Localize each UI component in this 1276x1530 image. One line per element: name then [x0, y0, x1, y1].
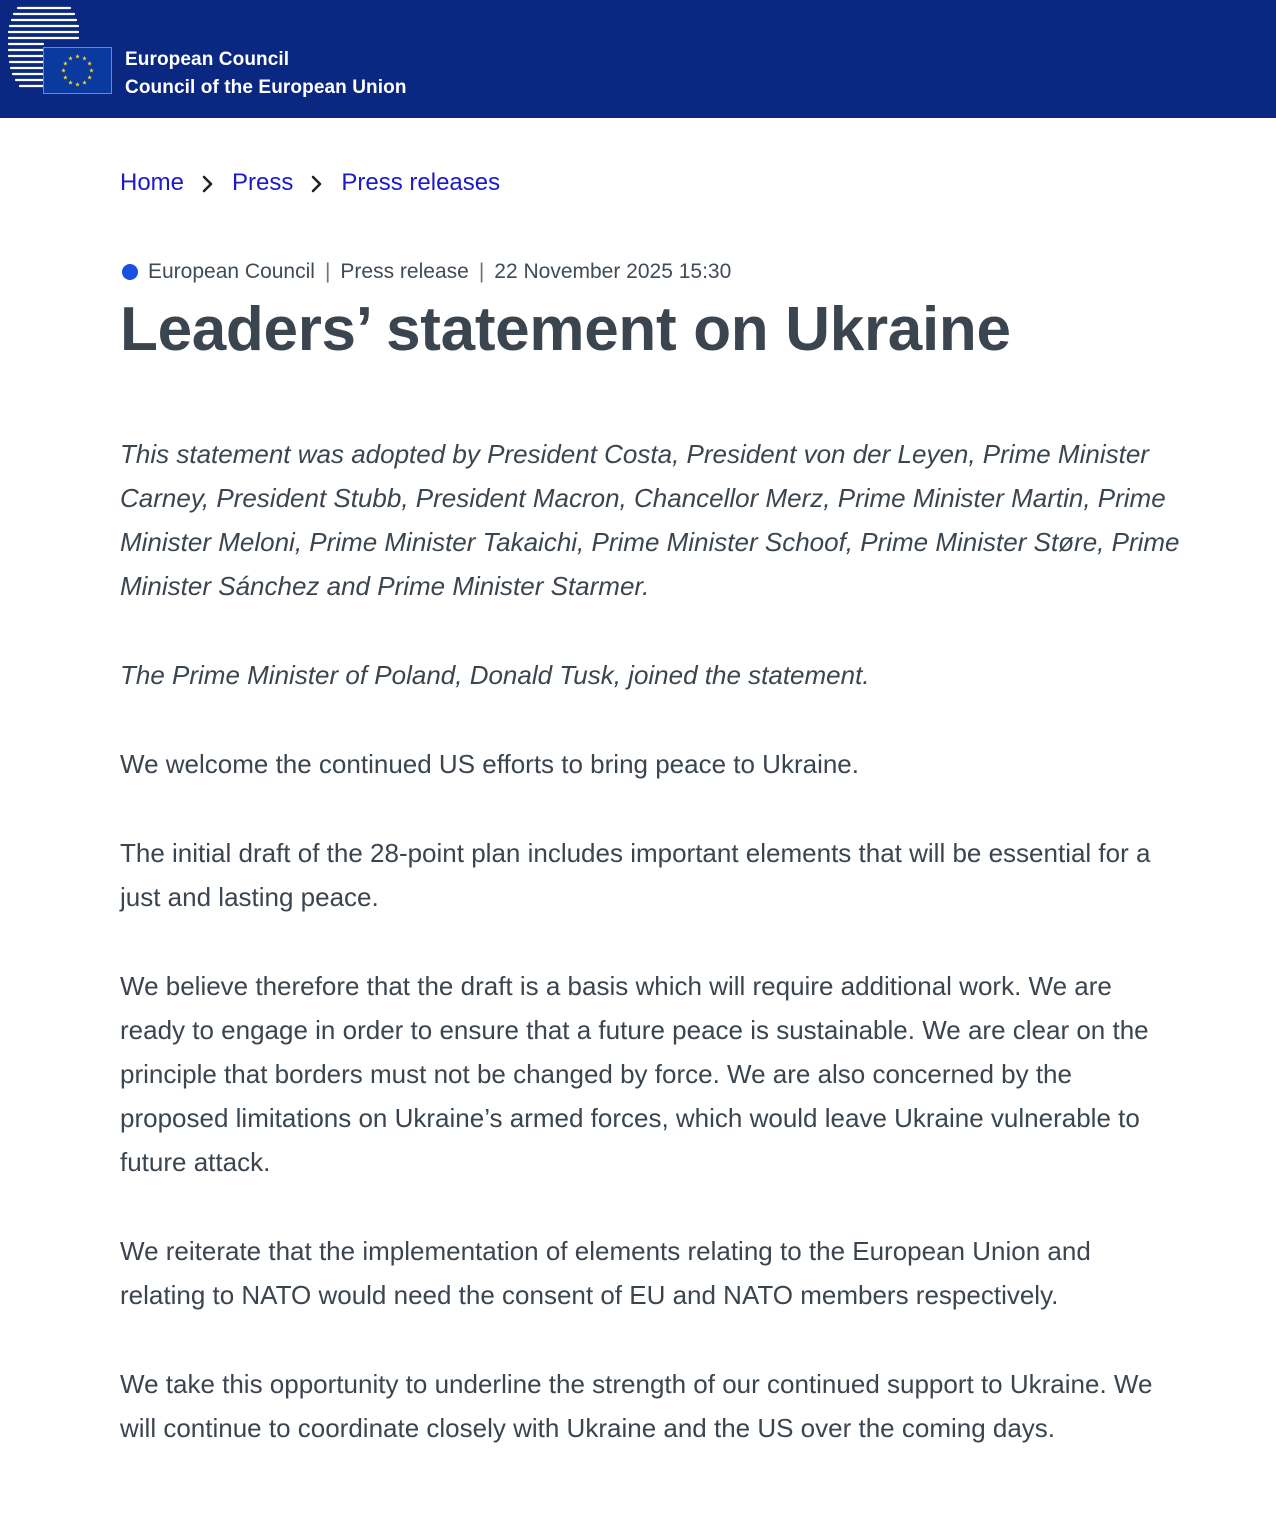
flag-star [87, 75, 92, 79]
meta-datetime: 22 November 2025 15:30 [494, 260, 732, 283]
site-header [0, 0, 1276, 118]
meta-divider: | [324, 260, 331, 283]
breadcrumb-home[interactable]: Home [120, 169, 185, 196]
intro-paragraph: The Prime Minister of Poland, Donald Tusk, joined the statement. [120, 660, 870, 690]
breadcrumb [120, 166, 500, 200]
chevron-right-icon [293, 166, 341, 200]
body-paragraph: We reiterate that the implementation of elements relating to the European Union and relating to NATO would need the consent of EU and NATO members respectively. [120, 1236, 1091, 1310]
flag-star [68, 56, 73, 60]
source-dot-icon [122, 264, 138, 280]
chevron-right-icon [184, 166, 232, 200]
flag-star [89, 68, 94, 72]
body-paragraph: We welcome the continued US efforts to bring peace to Ukraine. [120, 749, 859, 779]
flag-star [68, 80, 73, 84]
flag-star [75, 54, 80, 58]
intro-paragraph: This statement was adopted by President Costa, President von der Leyen, Prime Minister Carney, President Stubb, President Macron, Chancellor Merz, Prime Minister Martin, Prime Minister Meloni, Prime Minister Takaichi, Prime Minister Schoof, Prime Minister Støre, Prime Minister Sánchez and Prime Minister Starmer. [120, 439, 1180, 601]
breadcrumb-press[interactable]: Press [232, 169, 294, 196]
flag-star [82, 56, 87, 60]
article-body [120, 432, 1180, 1495]
flag-star [61, 68, 66, 72]
body-paragraph: The initial draft of the 28-point plan includes important elements that will be essential for a just and lasting peace. [120, 838, 1151, 912]
org-name-council-eu[interactable]: Council of the European Union [125, 77, 407, 98]
article-meta [120, 258, 731, 286]
breadcrumb-press-releases[interactable]: Press releases [341, 169, 501, 196]
flag-star [87, 61, 92, 65]
org-names[interactable] [125, 46, 407, 102]
page-title: Leaders’ statement on Ukraine [120, 295, 1011, 364]
flag-star [82, 80, 87, 84]
eu-flag-icon [43, 47, 112, 94]
org-name-european-council[interactable]: European Council [125, 49, 290, 70]
body-paragraph: We believe therefore that the draft is a basis which will require additional work. We are ready to engage in order to ensure that a future peace is sustainable. We are clear on the principle that borders must not be changed by force. We are also concerned by the proposed limitations on Ukraine’s armed forces, which would leave Ukraine vulnerable to future attack. [120, 971, 1149, 1177]
meta-type: Press release [340, 260, 469, 283]
flag-star [63, 61, 68, 65]
meta-divider: | [478, 260, 485, 283]
flag-star [75, 82, 80, 86]
meta-source: European Council [148, 260, 315, 283]
body-paragraph: We take this opportunity to underline the strength of our continued support to Ukraine. We will continue to coordinate closely with Ukraine and the US over the coming days. [120, 1369, 1153, 1443]
flag-star [63, 75, 68, 79]
